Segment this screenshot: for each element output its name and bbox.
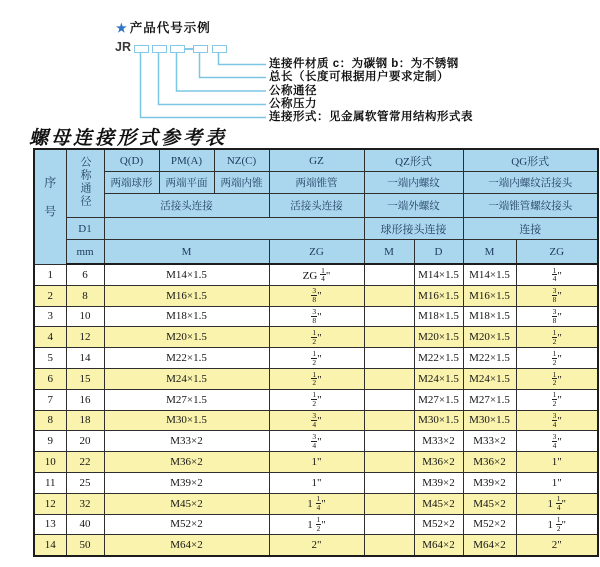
cell-dn: 8 [66, 285, 104, 306]
cell-zg: $\frac{1}{2}$ " [269, 368, 364, 389]
header-gz: GZ [269, 149, 364, 172]
table-row [34, 535, 598, 556]
cell-m: M20×1.5 [104, 327, 269, 348]
cell-qg-m: M64×2 [463, 535, 516, 556]
cell-zg: $\frac{3}{8}$ " [269, 306, 364, 327]
cell-qz-d: M27×1.5 [414, 389, 463, 410]
cell-qz-m [364, 535, 414, 556]
table-row [34, 472, 598, 493]
header-pm: PM(A) [159, 149, 214, 172]
cell-qg-m: M30×1.5 [463, 410, 516, 431]
table-row [34, 389, 598, 410]
table-row [34, 431, 598, 452]
cell-zg: ZG $\frac{1}{4}$ " [269, 264, 364, 285]
cell-seq: 5 [34, 348, 66, 369]
table-row [34, 368, 598, 389]
cell-qz-m [364, 493, 414, 514]
cell-dn: 20 [66, 431, 104, 452]
cell-qz-m [364, 472, 414, 493]
table-row [34, 410, 598, 431]
label-length: 总长（长度可根据用户要求定制） [269, 71, 449, 83]
cell-zg: 1" [269, 452, 364, 473]
header-qg-desc1: 一端内螺纹活接头 [463, 172, 598, 194]
cell-seq: 8 [34, 410, 66, 431]
cell-qg-m: M52×2 [463, 514, 516, 535]
table-row [34, 493, 598, 514]
cell-qg-m: M24×1.5 [463, 368, 516, 389]
cell-qg-m: M27×1.5 [463, 389, 516, 410]
cell-zg: $\frac{1}{2}$ " [269, 389, 364, 410]
label-conn-form: 连接形式：见金属软管常用结构形式表 [269, 111, 473, 123]
cell-qg-zg: $\frac{3}{4}$ " [516, 431, 598, 452]
table-row [34, 514, 598, 535]
cell-dn: 40 [66, 514, 104, 535]
cell-qz-m [364, 431, 414, 452]
cell-dn: 16 [66, 389, 104, 410]
cell-qz-m [364, 368, 414, 389]
cell-zg: $\frac{1}{2}$ " [269, 348, 364, 369]
header-mm: mm [66, 240, 104, 265]
cell-qg-m: M39×2 [463, 472, 516, 493]
cell-dn: 18 [66, 410, 104, 431]
cell-seq: 6 [34, 368, 66, 389]
header-qg-desc2: 一端锥管螺纹接头 [463, 194, 598, 218]
diagram-title-text: 产品代号示例 [129, 21, 211, 35]
header-qz-m: M [364, 240, 414, 265]
table-row [34, 264, 598, 285]
cell-qg-m: M14×1.5 [463, 264, 516, 285]
header-dn: 公称通径 [66, 149, 104, 218]
cell-qg-m: M16×1.5 [463, 285, 516, 306]
cell-seq: 2 [34, 285, 66, 306]
cell-m: M52×2 [104, 514, 269, 535]
cell-qg-zg: 1" [516, 452, 598, 473]
cell-qg-zg: 1" [516, 472, 598, 493]
cell-qg-zg: $\frac{3}{8}$ " [516, 285, 598, 306]
cell-seq: 4 [34, 327, 66, 348]
header-q: Q(D) [104, 149, 159, 172]
cell-zg: $\frac{3}{4}$ " [269, 410, 364, 431]
code-box-5 [212, 45, 227, 53]
cell-qz-m [364, 348, 414, 369]
cell-seq: 10 [34, 452, 66, 473]
cell-qg-zg: $\frac{3}{4}$ " [516, 410, 598, 431]
cell-qz-d: M64×2 [414, 535, 463, 556]
cell-qg-zg: $\frac{1}{2}$ " [516, 368, 598, 389]
header-qz: QZ形式 [364, 149, 463, 172]
header-union: 活接头连接 [104, 194, 269, 218]
code-dash [185, 48, 193, 50]
header-gz-union: 活接头连接 [269, 194, 364, 218]
cell-m: M45×2 [104, 493, 269, 514]
header-zg: ZG [269, 240, 364, 265]
star-icon: ★ [116, 21, 128, 35]
cell-qg-zg: $\frac{3}{8}$ " [516, 306, 598, 327]
nut-connection-table [33, 148, 599, 557]
cell-qg-zg: $\frac{1}{2}$ " [516, 327, 598, 348]
cell-qg-zg: 2" [516, 535, 598, 556]
cell-qg-zg: $\frac{1}{2}$ " [516, 389, 598, 410]
header-seq: 序号 [34, 149, 66, 264]
code-box-4 [193, 45, 208, 53]
code-box-1 [134, 45, 149, 53]
cell-qz-m [364, 285, 414, 306]
cell-seq: 13 [34, 514, 66, 535]
cell-qz-d: M14×1.5 [414, 264, 463, 285]
cell-dn: 22 [66, 452, 104, 473]
cell-dn: 32 [66, 493, 104, 514]
cell-seq: 11 [34, 472, 66, 493]
cell-qz-m [364, 514, 414, 535]
cell-qz-m [364, 389, 414, 410]
cell-qz-d: M33×2 [414, 431, 463, 452]
table-row [34, 285, 598, 306]
cell-qz-d: M36×2 [414, 452, 463, 473]
code-box-3 [170, 45, 185, 53]
cell-qg-m: M36×2 [463, 452, 516, 473]
header-qz-d: D [414, 240, 463, 265]
header-qg-conn: 连接 [463, 218, 598, 240]
label-diameter: 公称通径 [269, 85, 317, 97]
cell-m: M16×1.5 [104, 285, 269, 306]
cell-zg: $\frac{1}{2}$ " [269, 327, 364, 348]
cell-m: M36×2 [104, 452, 269, 473]
cell-qz-d: M30×1.5 [414, 410, 463, 431]
cell-zg: 1 $\frac{1}{2}$ " [269, 514, 364, 535]
header-qg: QG形式 [463, 149, 598, 172]
cell-m: M22×1.5 [104, 348, 269, 369]
cell-zg: 1" [269, 472, 364, 493]
cell-qz-m [364, 452, 414, 473]
cell-seq: 12 [34, 493, 66, 514]
cell-dn: 25 [66, 472, 104, 493]
product-code-diagram [0, 0, 600, 132]
code-box-2 [152, 45, 167, 53]
cell-zg: 1 $\frac{1}{4}$ " [269, 493, 364, 514]
table-row [34, 306, 598, 327]
header-q-desc: 两端球形 [104, 172, 159, 194]
cell-m: M30×1.5 [104, 410, 269, 431]
table-title: 螺母连接形式参考表 [29, 127, 228, 149]
code-prefix: JR [115, 40, 131, 54]
header-d1: D1 [66, 218, 104, 240]
cell-dn: 14 [66, 348, 104, 369]
header-blank [104, 218, 364, 240]
cell-qz-d: M52×2 [414, 514, 463, 535]
header-qg-zg: ZG [516, 240, 598, 265]
cell-seq: 7 [34, 389, 66, 410]
label-pressure: 公称压力 [269, 98, 317, 110]
cell-dn: 12 [66, 327, 104, 348]
table-row [34, 452, 598, 473]
cell-qz-d: M20×1.5 [414, 327, 463, 348]
cell-qz-d: M45×2 [414, 493, 463, 514]
cell-dn: 6 [66, 264, 104, 285]
cell-qz-d: M22×1.5 [414, 348, 463, 369]
cell-qg-zg: $\frac{1}{4}$ " [516, 264, 598, 285]
cell-seq: 1 [34, 264, 66, 285]
table-body [34, 264, 598, 556]
cell-qz-d: M39×2 [414, 472, 463, 493]
cell-qg-m: M20×1.5 [463, 327, 516, 348]
cell-qz-d: M16×1.5 [414, 285, 463, 306]
cell-qz-m [364, 306, 414, 327]
header-qz-conn: 球形接头连接 [364, 218, 463, 240]
header-qg-m: M [463, 240, 516, 265]
table-row [34, 327, 598, 348]
cell-m: M24×1.5 [104, 368, 269, 389]
cell-dn: 50 [66, 535, 104, 556]
cell-qz-d: M24×1.5 [414, 368, 463, 389]
cell-qg-m: M18×1.5 [463, 306, 516, 327]
cell-qg-zg: 1 $\frac{1}{2}$ " [516, 514, 598, 535]
cell-zg: $\frac{3}{4}$ " [269, 431, 364, 452]
header-nz: NZ(C) [214, 149, 269, 172]
cell-seq: 9 [34, 431, 66, 452]
cell-m: M27×1.5 [104, 389, 269, 410]
cell-m: M64×2 [104, 535, 269, 556]
header-qz-desc2: 一端外螺纹 [364, 194, 463, 218]
header-gz-desc: 两端锥管 [269, 172, 364, 194]
cell-qz-d: M18×1.5 [414, 306, 463, 327]
cell-qz-m [364, 327, 414, 348]
cell-dn: 10 [66, 306, 104, 327]
table-row [34, 348, 598, 369]
cell-qz-m [364, 264, 414, 285]
cell-zg: 2" [269, 535, 364, 556]
header-qz-desc1: 一端内螺纹 [364, 172, 463, 194]
cell-qg-m: M45×2 [463, 493, 516, 514]
label-material: 连接件材质 c：为碳钢 b：为不锈钢 [269, 58, 459, 70]
cell-qg-zg: 1 $\frac{1}{4}$ " [516, 493, 598, 514]
cell-qg-zg: $\frac{1}{2}$ " [516, 348, 598, 369]
cell-qz-m [364, 410, 414, 431]
cell-dn: 15 [66, 368, 104, 389]
cell-m: M33×2 [104, 431, 269, 452]
cell-m: M14×1.5 [104, 264, 269, 285]
cell-qg-m: M22×1.5 [463, 348, 516, 369]
cell-seq: 3 [34, 306, 66, 327]
cell-zg: $\frac{3}{8}$ " [269, 285, 364, 306]
cell-m: M39×2 [104, 472, 269, 493]
header-pm-desc: 两端平面 [159, 172, 214, 194]
cell-m: M18×1.5 [104, 306, 269, 327]
cell-qg-m: M33×2 [463, 431, 516, 452]
diagram-title [116, 18, 211, 36]
table-header [34, 149, 598, 264]
header-nz-desc: 两端内锥 [214, 172, 269, 194]
header-m: M [104, 240, 269, 265]
cell-seq: 14 [34, 535, 66, 556]
